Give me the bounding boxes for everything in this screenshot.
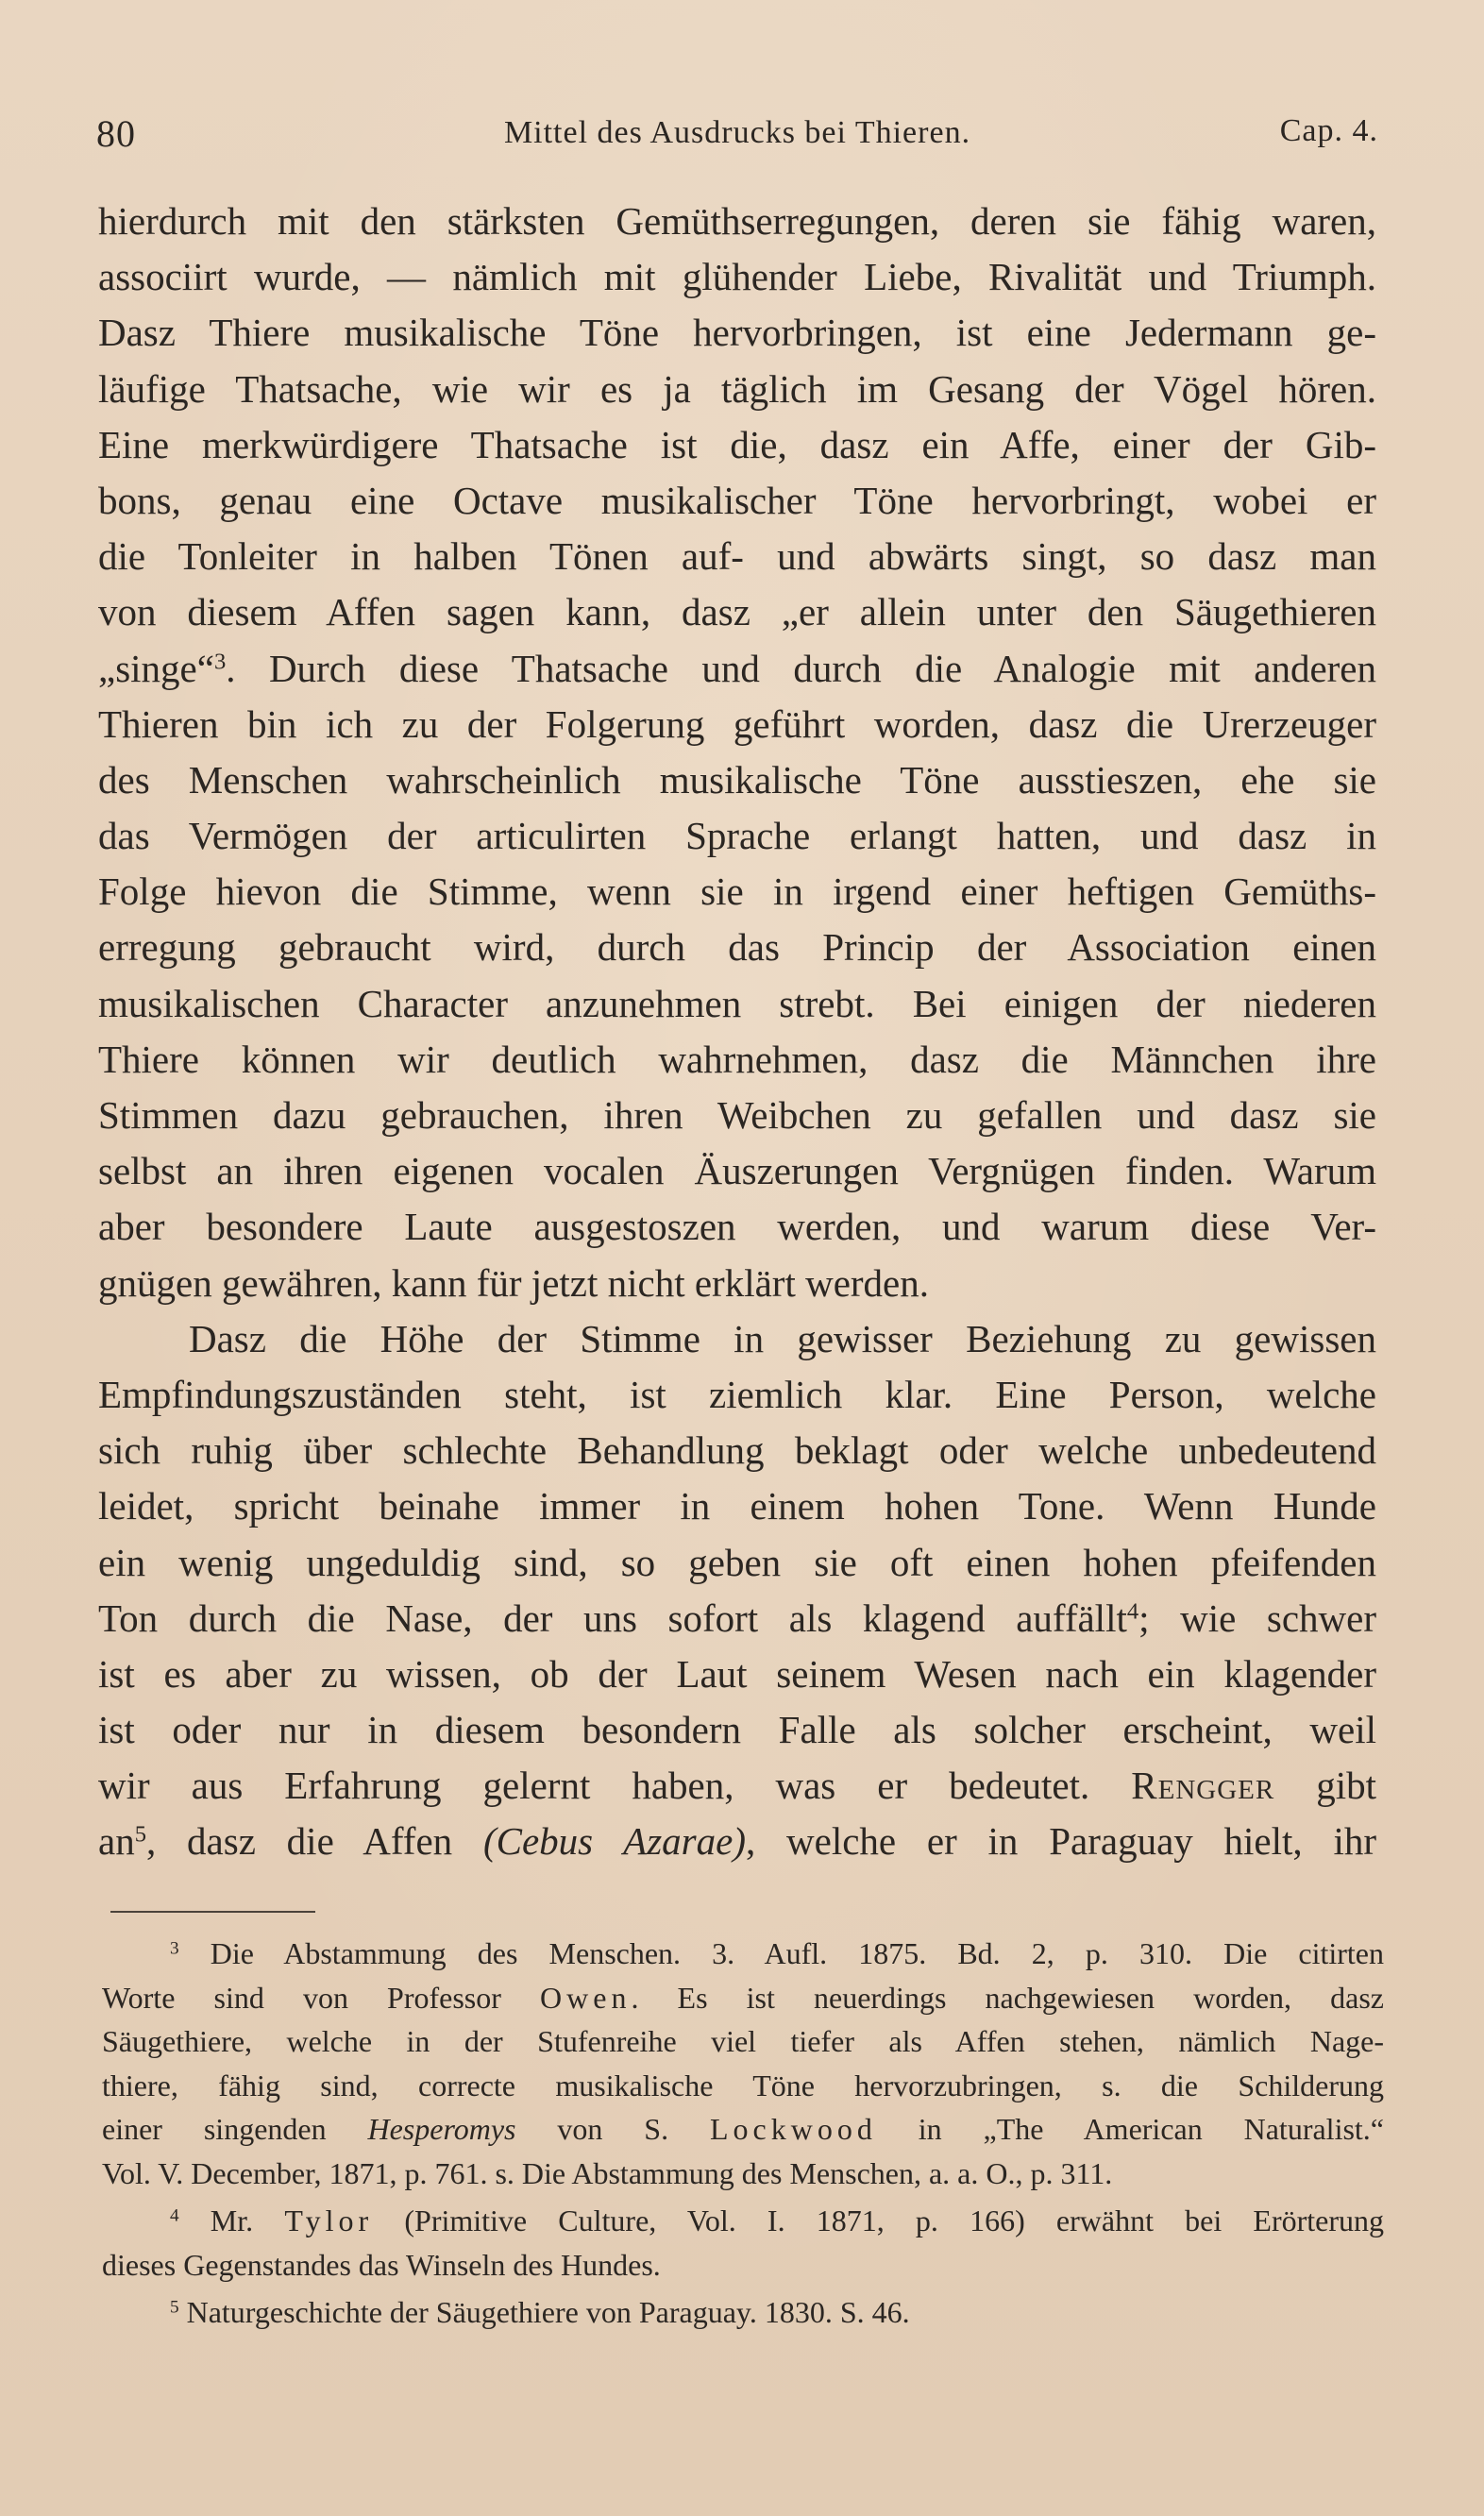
line-segment: ; wie schwer [1138,1596,1376,1640]
page-number: 80 [96,112,136,155]
footnote-line: dieses Gegenstandes das Winseln des Hundes. [102,2247,661,2282]
text-line [98,1591,1376,1646]
text-line: ist es aber zu wissen, ob der Laut seinem Wesen nach ein klagender [98,1651,1376,1696]
quote-singe: „singe“ [98,646,214,690]
footnote-ref-4[interactable]: 4 [1126,1598,1139,1625]
text-line: Stimmen dazu gebrauchen, ihren Weibchen zu gefallen und dasz sie [98,1093,1376,1137]
author-name-rengger: Rengger [1131,1764,1275,1808]
line-segment: wir aus Erfahrung gelernt haben, was er bedeutet. [98,1764,1090,1808]
author-name-owen: Owen [540,1980,632,2015]
footnote-text: Die Abstammung des Menschen. 3. Aufl. 1875. Bd. 2, p. 310. Die citirten [210,1936,1385,1970]
footnote-ref-3[interactable]: 3 [213,648,227,674]
footnote-mark: 5 [170,2297,179,2318]
text-line: Eine merkwürdigere Thatsache ist die, dasz ein Affe, einer der Gib- [98,422,1376,466]
footnote-line [102,1976,1384,2020]
footnote-text: einer singenden [102,2112,327,2146]
text-line: läufige Thatsache, wie wir es ja täglich im Gesang der Vögel hören. [98,366,1376,411]
footnote-mark: 4 [170,2205,179,2226]
line-segment: , welche er in Paraguay hielt, ihr [745,1819,1376,1864]
text-line: musikalischen Character anzunehmen strebt. Bei einigen der niederen [98,981,1376,1025]
running-header [96,111,1378,164]
text-line: erregung gebraucht wird, durch das Princip der Association einen [98,925,1376,970]
text-line: associirt wurde, — nämlich mit glühender Liebe, Rivalität und Triumph. [98,255,1376,299]
text-line [98,1758,1376,1814]
text-line: Thieren bin ich zu der Folgerung geführt worden, dasz die Urerzeuger [98,701,1376,746]
line-segment: , dasz die Affen [146,1819,453,1864]
text-line [98,641,1376,697]
footnote-ref-5[interactable]: 5 [134,1821,146,1848]
text-line: selbst an ihren eigenen vocalen Äuszerungen Vergnügen finden. Warum [98,1149,1376,1193]
footnote-line [102,2107,1384,2152]
text-line [98,1814,1376,1869]
footnote-text: . Es ist neuerdings nachgewiesen worden, dasz [631,1980,1385,2015]
footnote-text: Worte sind von Professor [102,1980,501,2015]
text-line: ist oder nur in diesem besondern Falle als solcher erscheint, weil [98,1708,1376,1752]
running-title: Mittel des Ausdrucks bei Thieren. [503,115,971,150]
footnote-text: von S. [557,2112,669,2146]
footnote-text: Naturgeschichte der Säugethiere von Paraguay. 1830. S. 46. [186,2295,910,2329]
footnote-text: (Primitive Culture, Vol. I. 1871, p. 166) erwähnt bei Erörterung [404,2204,1385,2237]
text-line: das Vermögen der articulirten Sprache erlangt hatten, und dasz in [98,814,1376,858]
footnote-text: in „The American Naturalist.“ [918,2112,1384,2146]
text-line: Dasz Thiere musikalische Töne hervorbringen, ist eine Jedermann ge- [98,311,1376,355]
text-line: leidet, spricht beinahe immer in einem hohen Tone. Wenn Hunde [98,1484,1376,1528]
footnotes [102,1932,1384,2335]
paragraph-start-line: Dasz die Höhe der Stimme in gewisser Beziehung zu gewissen [189,1316,1376,1360]
line-segment: gibt [1316,1764,1377,1808]
line-segment: an [98,1819,135,1864]
text-line: des Menschen wahrscheinlich musikalische Töne ausstieszen, ehe sie [98,757,1376,802]
footnote-3 [102,1932,1384,1976]
author-name-lockwood: Lockwood [709,2112,877,2146]
text-line: sich ruhig über schlechte Behandlung beklagt oder welche unbedeutend [98,1428,1376,1473]
main-text [98,194,1376,1870]
text-line: bons, genau eine Octave musikalischer Töne hervorbringt, wobei er [98,478,1376,522]
text-line: ein wenig ungeduldig sind, so geben sie oft einen hohen pfeifenden [98,1540,1376,1584]
footnote-4 [102,2199,1384,2243]
text-line: Thiere können wir deutlich wahrnehmen, dasz die Männchen ihre [98,1037,1376,1081]
text-line: hierdurch mit den stärksten Gemüthserregungen, deren sie fähig waren, [98,199,1376,243]
footnote-5 [102,2290,1384,2335]
footnote-line: Vol. V. December, 1871, p. 761. s. Die Abstammung des Menschen, a. a. O., p. 311. [102,2155,1113,2190]
text-line: Empfindungszuständen steht, ist ziemlich klar. Eine Person, welche [98,1372,1376,1416]
species-name: (Cebus Azarae) [482,1819,746,1864]
chapter-label: Cap. 4. [1279,113,1378,148]
footnote-line: thiere, fähig sind, correcte musikalische Töne hervorzubringen, s. die Schilderung [102,2068,1384,2102]
text-line: Folge hievon die Stimme, wenn sie in irgend einer heftigen Gemüths- [98,870,1376,914]
genus-name: Hesperomys [367,2112,516,2146]
line-segment: Ton durch die Nase, der uns sofort als klagend auffällt [98,1596,1127,1640]
author-name-tylor: Tylor [284,2204,374,2237]
footnote-mark: 3 [170,1938,179,1959]
footnote-divider [110,1911,315,1913]
paragraph-end-line: gnügen gewähren, kann für jetzt nicht erklärt werden. [98,1260,929,1305]
text-line: die Tonleiter in halben Tönen auf- und abwärts singt, so dasz man [98,534,1376,579]
footnote-text: Mr. [210,2204,254,2237]
text-line: von diesem Affen sagen kann, dasz „er allein unter den Säugethieren [98,590,1376,634]
text-line: aber besondere Laute ausgestoszen werden, und warum diese Ver- [98,1205,1376,1249]
line-continuation: . Durch diese Thatsache und durch die Analogie mit anderen [226,646,1376,690]
footnote-line: Säugethiere, welche in der Stufenreihe viel tiefer als Affen stehen, nämlich Nage- [102,2024,1384,2058]
